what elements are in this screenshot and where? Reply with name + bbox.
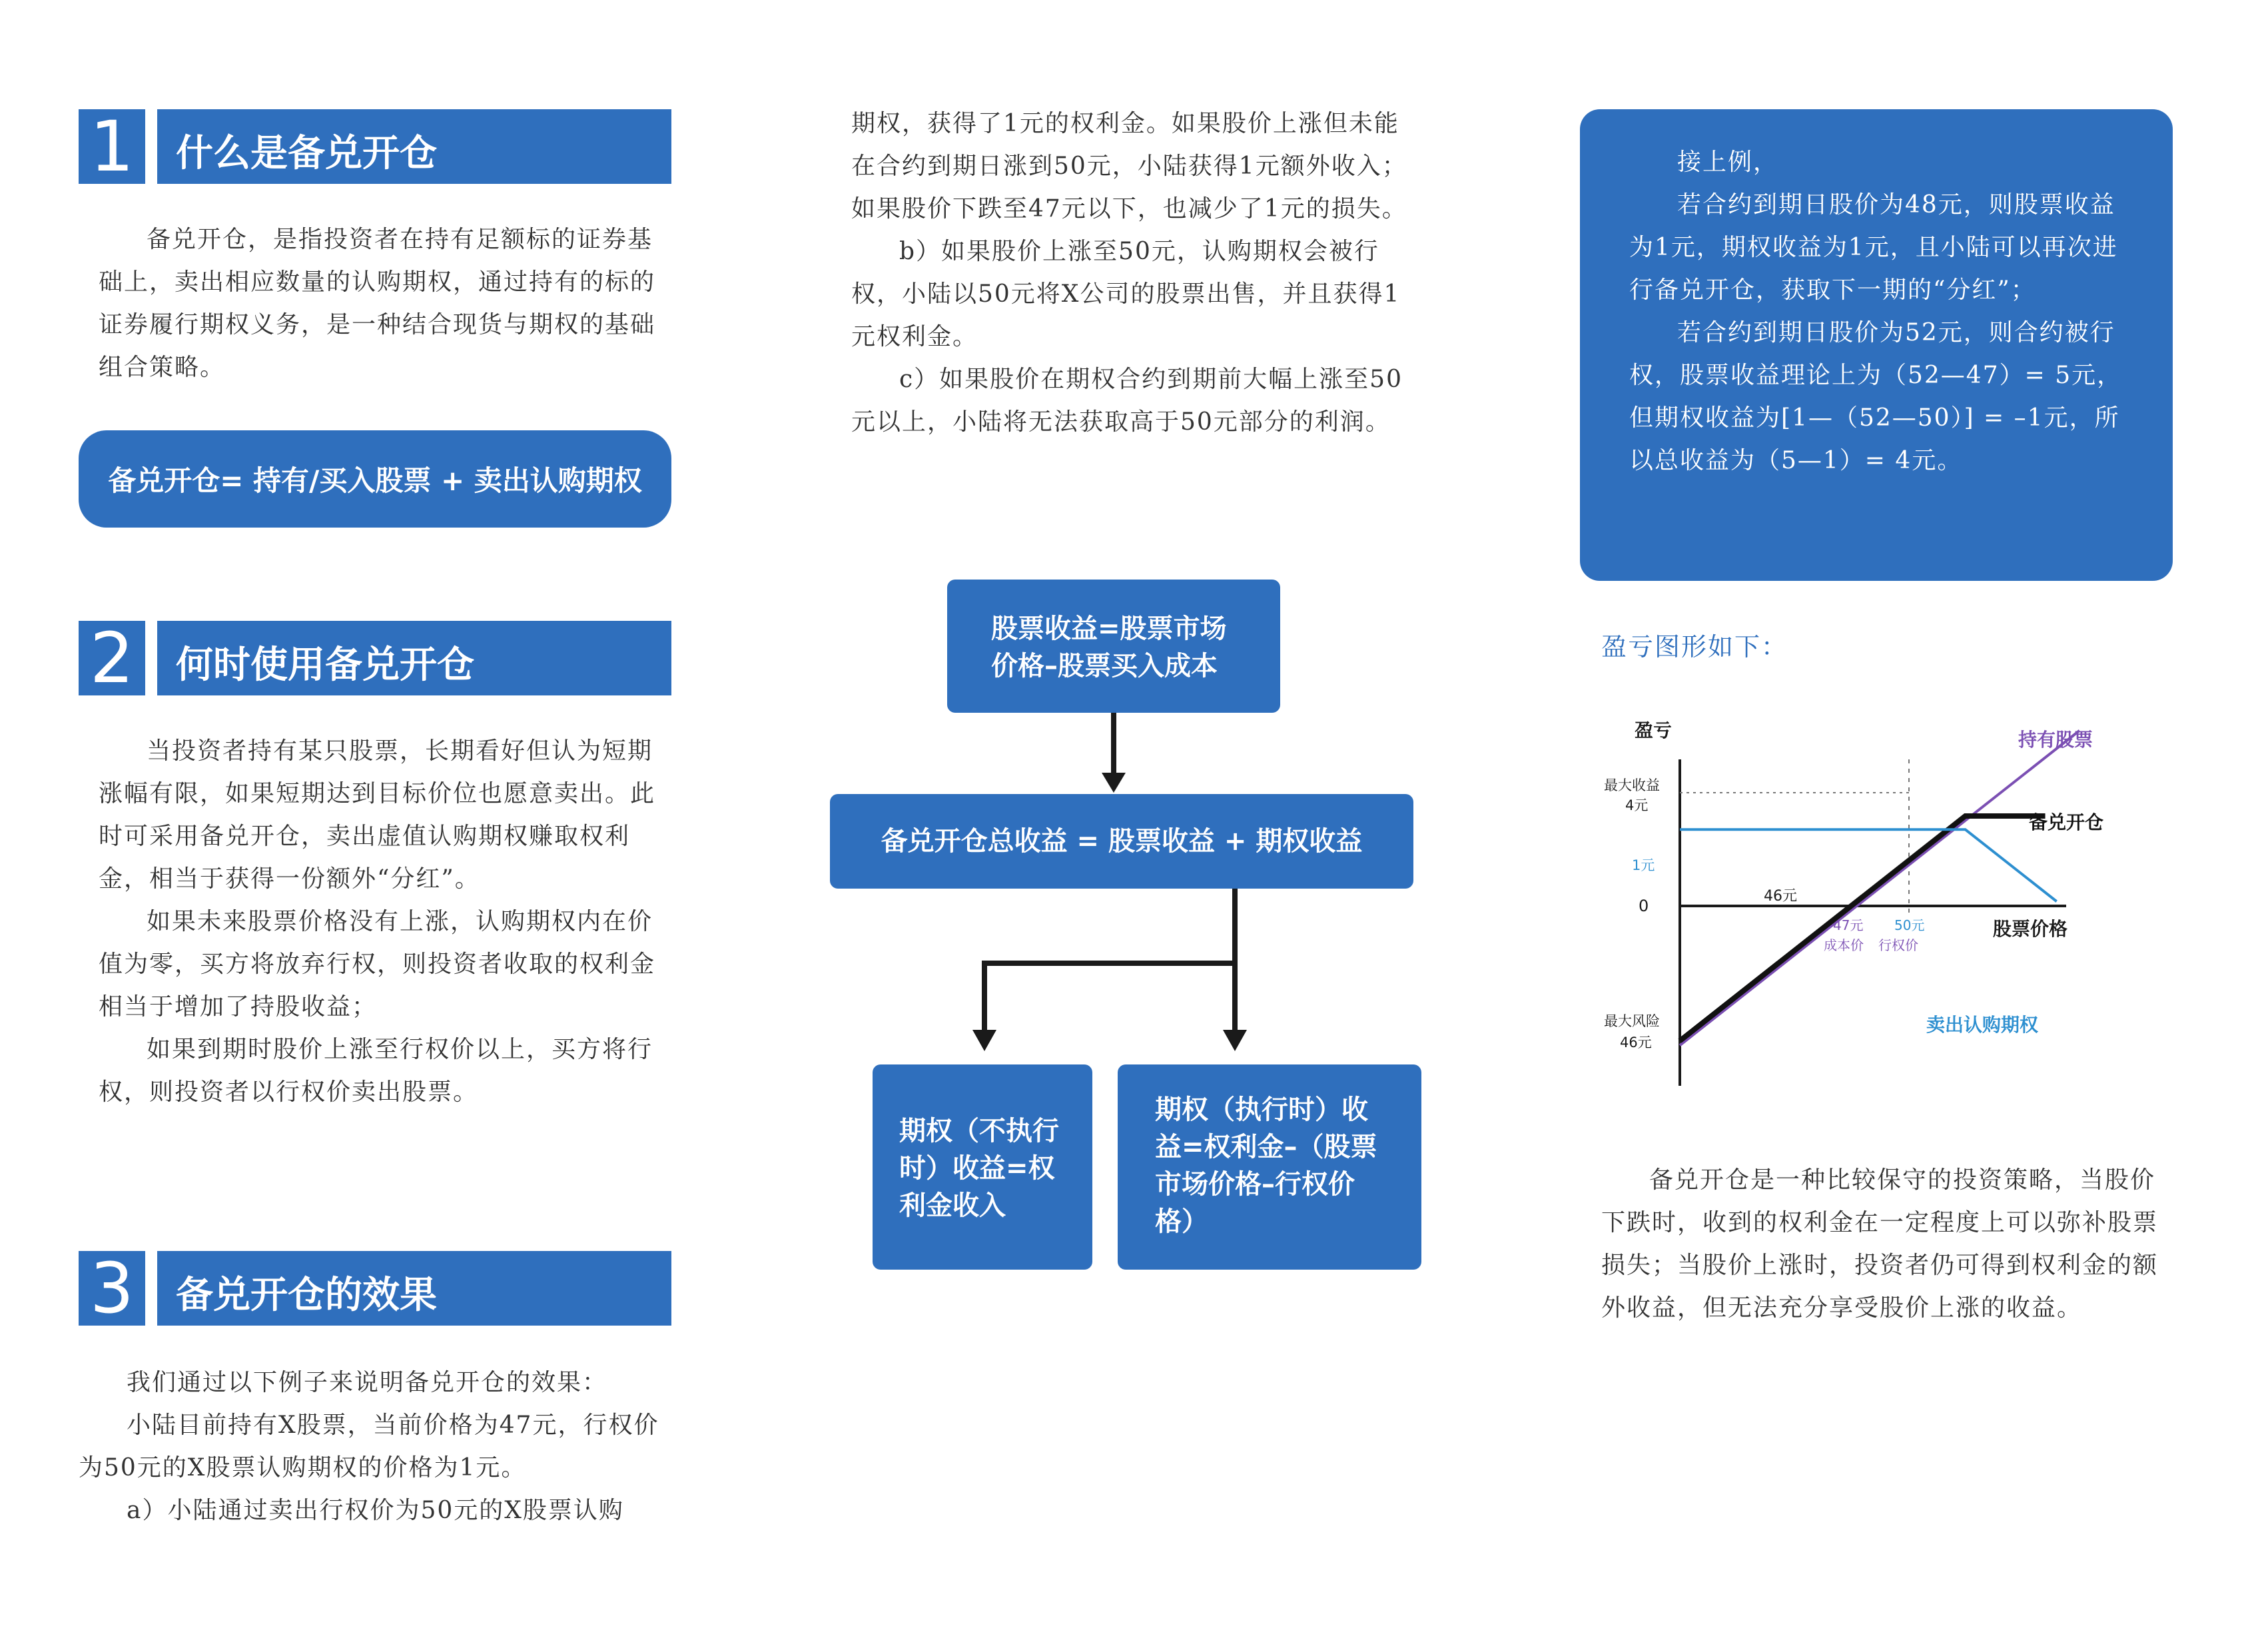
note-paragraph-2: 若合约到期日股价为48元，则股票收益为1元，期权收益为1元，且小陆可以再次进行备兑开仓，获取下一期的“分红”； — [1629, 191, 2118, 304]
column-2-body — [851, 103, 1411, 444]
closing-paragraph-text: 备兑开仓是一种比较保守的投资策略，当股价下跌时，收到的权利金在一定程度上可以弥补股票损失；当股价上涨时，投资者仍可得到权利金的额外收益，但无法充分享受股价上涨的收益。 — [1601, 1166, 2159, 1322]
chart-max-risk-label: 最大风险 — [1604, 1013, 1660, 1029]
section-3-body — [79, 1362, 671, 1532]
section-3-paragraph-3: a）小陆通过卖出行权价为50元的X股票认购 — [127, 1497, 624, 1524]
chart-xlabel: 股票价格 — [1993, 918, 2068, 940]
chart-series-label-call: 卖出认购期权 — [1926, 1014, 2039, 1036]
section-2-body — [99, 730, 658, 1114]
section-1-paragraph: 备兑开仓，是指投资者在持有足额标的证券基础上，卖出相应数量的认购期权，通过持有的标的证券履行期权义务，是一种结合现货与期权的基础组合策略。 — [99, 226, 656, 381]
note-paragraph-3: 若合约到期日股价为52元，则合约被行权，股票收益理论上为（52—47）= 5元，但期权收益为[1—（52—50）] = –1元，所以总收益为（5—1）= 4元。 — [1629, 319, 2123, 474]
section-2-paragraph-3: 如果到期时股价上涨至行权价以上，买方将行权，则投资者以行权价卖出股票。 — [99, 1036, 653, 1106]
flow-exercised-line-1: 期权（执行时）收 — [1155, 1094, 1368, 1125]
flow-arrowhead-middle — [1102, 773, 1126, 793]
section-2-paragraph-2: 如果未来股票价格没有上涨，认购期权内在价值为零，买方将放弃行权，则投资者收取的权利金相当于增加了持股收益； — [99, 908, 656, 1021]
column-2-paragraph-1: 期权，获得了1元的权利金。如果股价上涨但未能在合约到期日涨到50元，小陆获得1元额外收入；如果股价下跌至47元以下，也减少了1元的损失。 — [851, 110, 1407, 222]
chart-breakeven-label: 46元 — [1764, 888, 1797, 905]
chart-series-label-stock: 持有股票 — [2018, 729, 2093, 751]
flow-stock-return-box — [947, 580, 1280, 713]
chart-strike-name: 行权价 — [1878, 937, 1918, 953]
note-paragraph-1: 接上例， — [1677, 149, 1779, 176]
chart-max-risk-value: 46元 — [1620, 1034, 1652, 1050]
column-2-paragraph-2: b）如果股价上涨至50元，认购期权会被行权，小陆以50元将X公司的股票出售，并且获得1元权利金。 — [851, 238, 1401, 350]
chart-ylabel: 盈亏 — [1635, 719, 1673, 741]
flow-not-exercised-line-1: 期权（不执行 — [899, 1116, 1059, 1146]
covered-call-formula: 备兑开仓= 持有/买入股票 + 卖出认购期权 — [79, 430, 671, 528]
chart-strike-value: 50元 — [1894, 917, 1925, 933]
flow-exercised-box — [1118, 1064, 1421, 1270]
section-1-number: 1 — [79, 109, 145, 184]
section-3-number: 3 — [79, 1251, 145, 1326]
flow-exercised-line-2: 益=权利金–（股票 — [1155, 1132, 1377, 1162]
section-1-body — [99, 218, 658, 389]
flow-branch-lines — [984, 889, 1235, 1034]
closing-paragraph — [1601, 1159, 2174, 1330]
payoff-line-stock — [1680, 731, 2079, 1046]
chart-premium-value: 1元 — [1632, 857, 1655, 873]
flow-exercised-line-3: 市场价格–行权价 — [1155, 1169, 1355, 1200]
flow-not-exercised-line-2: 时）收益=权 — [899, 1153, 1055, 1184]
chart-cost-name: 成本价 — [1824, 937, 1864, 953]
flow-stock-return-line-1: 股票收益=股票市场 — [991, 614, 1227, 644]
flow-arrowhead-left — [972, 1030, 996, 1051]
flow-exercised-line-4: 格） — [1155, 1206, 1208, 1237]
flow-stock-return-line-2: 价格–股票买入成本 — [991, 651, 1218, 681]
example-note-box — [1580, 109, 2173, 581]
section-3-paragraph-2: 小陆目前持有X股票，当前价格为47元，行权价为50元的X股票认购期权的价格为1元。 — [79, 1412, 659, 1481]
section-3-paragraph-1: 我们通过以下例子来说明备兑开仓的效果： — [127, 1369, 608, 1396]
chart-series-label-covered: 备兑开仓 — [2029, 811, 2104, 833]
flow-not-exercised-line-3: 利金收入 — [899, 1190, 1006, 1221]
flow-not-exercised-box — [873, 1064, 1092, 1270]
chart-caption: 盈亏图形如下： — [1601, 632, 1788, 661]
section-2-number: 2 — [79, 621, 145, 695]
section-2-title: 何时使用备兑开仓 — [157, 621, 671, 695]
section-2-paragraph-1: 当投资者持有某只股票，长期看好但认为短期涨幅有限，如果短期达到目标价位也愿意卖出。此时可采用备兑开仓，卖出虚值认购期权赚取权利金，相当于获得一份额外“分红”。 — [99, 737, 656, 893]
chart-cost-value: 47元 — [1833, 917, 1864, 933]
chart-max-gain-value: 4元 — [1625, 797, 1649, 813]
chart-max-gain-label: 最大收益 — [1604, 777, 1660, 793]
flow-total-return-box: 备兑开仓总收益 = 股票收益 + 期权收益 — [830, 794, 1413, 889]
section-3-title: 备兑开仓的效果 — [157, 1251, 671, 1326]
chart-zero-label: 0 — [1639, 897, 1649, 915]
column-2-paragraph-3: c）如果股价在期权合约到期前大幅上涨至50元以上，小陆将无法获取高于50元部分的利润。 — [851, 366, 1403, 436]
payoff-chart — [1589, 713, 2104, 1086]
section-1-title: 什么是备兑开仓 — [157, 109, 671, 184]
flow-arrowhead-right — [1223, 1030, 1247, 1051]
